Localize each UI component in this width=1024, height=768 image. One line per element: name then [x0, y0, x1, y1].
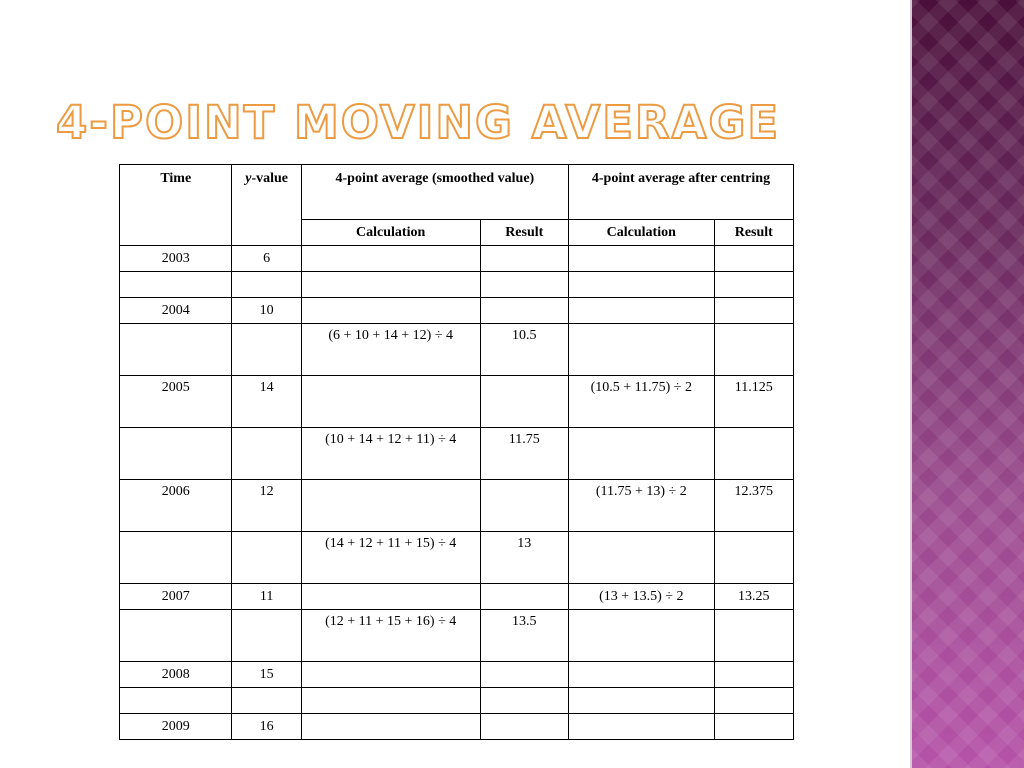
- centred-calculation-cell: [568, 272, 714, 298]
- result-cell: 13.5: [480, 610, 568, 662]
- calculation-cell: [301, 480, 480, 532]
- table-row: [120, 376, 794, 428]
- centred-calculation-cell: (10.5 + 11.75) ÷ 2: [568, 376, 714, 428]
- calculation-cell: [301, 246, 480, 272]
- time-cell: [120, 428, 232, 480]
- centred-calculation-cell: [568, 688, 714, 714]
- calculation-cell: [301, 298, 480, 324]
- centred-calculation-cell: [568, 532, 714, 584]
- centred-calculation-cell: [568, 428, 714, 480]
- centred-result-cell: 11.125: [714, 376, 793, 428]
- centred-calculation-header: Calculation: [568, 220, 714, 246]
- table-row: [120, 532, 794, 584]
- result-cell: [480, 298, 568, 324]
- slide-title: 4-POINT MOVING AVERAGE: [56, 96, 781, 149]
- time-cell: 2003: [120, 246, 232, 272]
- y-value-cell: 10: [232, 298, 301, 324]
- y-value-cell: 11: [232, 584, 301, 610]
- table-row: [120, 298, 794, 324]
- centred-result-cell: [714, 298, 793, 324]
- y-value-column-header: [232, 165, 301, 246]
- centred-result-cell: 12.375: [714, 480, 793, 532]
- centred-result-cell: [714, 532, 793, 584]
- table-row: [120, 480, 794, 532]
- time-cell: [120, 272, 232, 298]
- centred-calculation-cell: [568, 246, 714, 272]
- result-cell: 11.75: [480, 428, 568, 480]
- centred-calculation-cell: (11.75 + 13) ÷ 2: [568, 480, 714, 532]
- table-row: [120, 246, 794, 272]
- centred-result-cell: [714, 688, 793, 714]
- result-cell: [480, 662, 568, 688]
- time-cell: 2005: [120, 376, 232, 428]
- calculation-cell: (12 + 11 + 15 + 16) ÷ 4: [301, 610, 480, 662]
- table-body: [120, 246, 794, 740]
- time-cell: 2008: [120, 662, 232, 688]
- centred-result-cell: [714, 246, 793, 272]
- centred-result-cell: [714, 662, 793, 688]
- time-cell: [120, 532, 232, 584]
- result-cell: 13: [480, 532, 568, 584]
- result-header: Result: [480, 220, 568, 246]
- result-cell: [480, 688, 568, 714]
- result-cell: [480, 246, 568, 272]
- y-value-cell: [232, 688, 301, 714]
- moving-average-table: [119, 164, 794, 740]
- table-row: [120, 584, 794, 610]
- time-cell: 2009: [120, 714, 232, 740]
- centred-calculation-cell: [568, 610, 714, 662]
- centred-result-cell: [714, 272, 793, 298]
- centred-result-cell: [714, 428, 793, 480]
- table-row: [120, 688, 794, 714]
- y-value-cell: [232, 532, 301, 584]
- table-row: [120, 324, 794, 376]
- time-cell: [120, 610, 232, 662]
- calculation-cell: [301, 376, 480, 428]
- y-value-suffix: -value: [251, 171, 289, 186]
- centred-result-cell: [714, 324, 793, 376]
- time-cell: [120, 688, 232, 714]
- result-cell: [480, 480, 568, 532]
- smoothed-group-header: 4-point average (smoothed value): [301, 165, 568, 220]
- y-value-cell: 14: [232, 376, 301, 428]
- result-cell: 10.5: [480, 324, 568, 376]
- centred-group-header: 4-point average after centring: [568, 165, 793, 220]
- y-value-cell: 6: [232, 246, 301, 272]
- centred-result-cell: [714, 610, 793, 662]
- centred-result-cell: [714, 714, 793, 740]
- decorative-side-band: [912, 0, 1024, 768]
- result-cell: [480, 584, 568, 610]
- time-cell: 2007: [120, 584, 232, 610]
- calculation-cell: [301, 272, 480, 298]
- table-row: [120, 714, 794, 740]
- table-row: [120, 610, 794, 662]
- result-cell: [480, 714, 568, 740]
- time-cell: 2004: [120, 298, 232, 324]
- time-column-header: Time: [120, 165, 232, 246]
- table-row: [120, 428, 794, 480]
- group-header-row: [120, 165, 794, 220]
- table-row: [120, 662, 794, 688]
- result-cell: [480, 272, 568, 298]
- y-value-cell: 16: [232, 714, 301, 740]
- centred-result-header: Result: [714, 220, 793, 246]
- y-value-cell: [232, 324, 301, 376]
- y-value-cell: 12: [232, 480, 301, 532]
- y-value-cell: [232, 428, 301, 480]
- result-cell: [480, 376, 568, 428]
- centred-calculation-cell: [568, 714, 714, 740]
- y-value-cell: [232, 610, 301, 662]
- calculation-cell: (6 + 10 + 14 + 12) ÷ 4: [301, 324, 480, 376]
- calculation-cell: (10 + 14 + 12 + 11) ÷ 4: [301, 428, 480, 480]
- calculation-cell: [301, 714, 480, 740]
- centred-calculation-cell: (13 + 13.5) ÷ 2: [568, 584, 714, 610]
- y-value-cell: [232, 272, 301, 298]
- centred-calculation-cell: [568, 298, 714, 324]
- table-row: [120, 272, 794, 298]
- calculation-cell: (14 + 12 + 11 + 15) ÷ 4: [301, 532, 480, 584]
- y-value-cell: 15: [232, 662, 301, 688]
- time-cell: 2006: [120, 480, 232, 532]
- centred-result-cell: 13.25: [714, 584, 793, 610]
- centred-calculation-cell: [568, 662, 714, 688]
- time-cell: [120, 324, 232, 376]
- calculation-cell: [301, 688, 480, 714]
- y-symbol: y: [245, 171, 252, 186]
- calculation-cell: [301, 662, 480, 688]
- calculation-cell: [301, 584, 480, 610]
- centred-calculation-cell: [568, 324, 714, 376]
- calculation-header: Calculation: [301, 220, 480, 246]
